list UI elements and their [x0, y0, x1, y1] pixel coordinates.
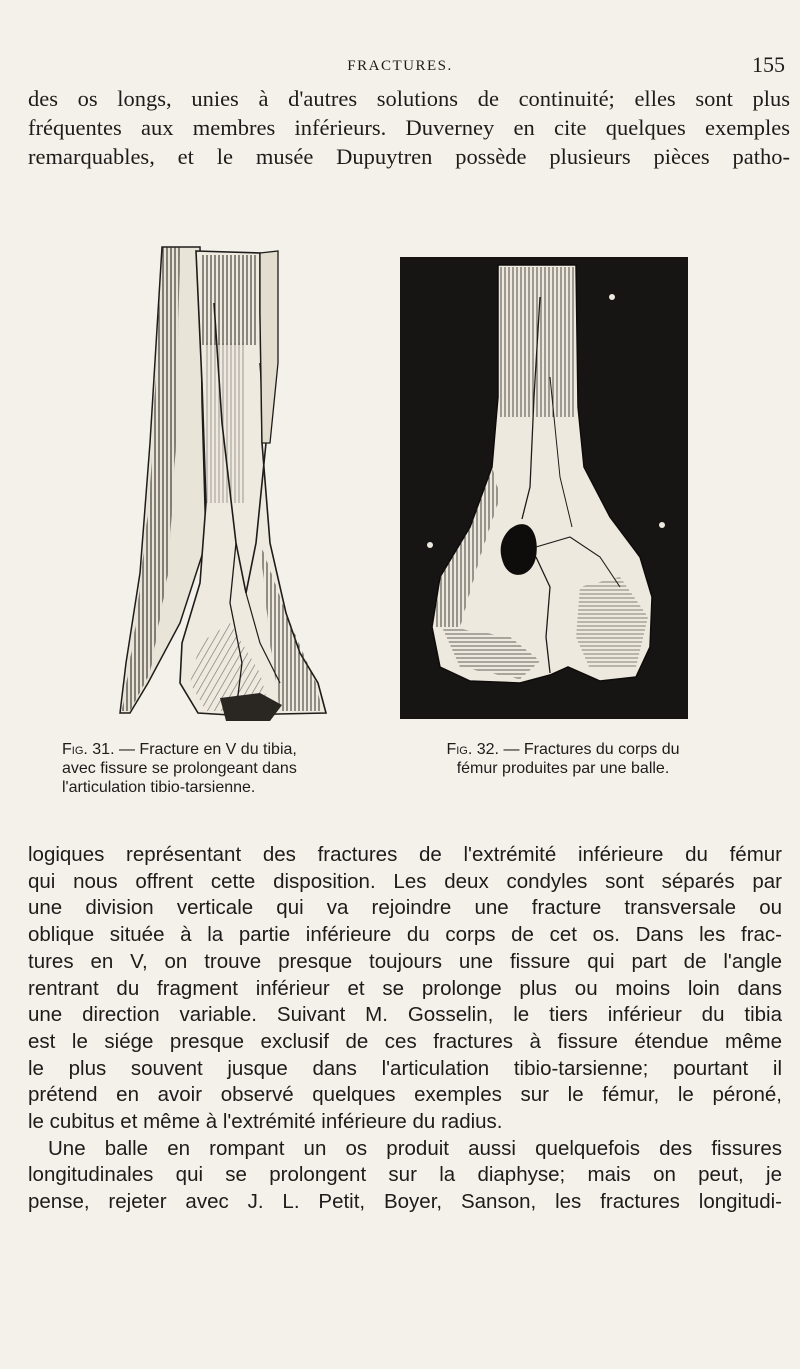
text-line: le cubitus et même à l'extrémité inférieure du radius. [28, 1110, 503, 1134]
caption-line: fémur produites par une balle. [456, 760, 670, 777]
text-line: tures en V, on trouve presque toujours une fissure qui part de l'angle [28, 949, 782, 973]
figure-31-tibia-engraving [110, 243, 372, 723]
text-line: des os longs, unies à d'autres solutions de continuité; elles sont plus [28, 86, 790, 111]
body-paragraph [28, 842, 782, 1216]
caption-line: — Fractures du corps du [499, 741, 680, 758]
caption-line: avec fissure se prolongeant dans [62, 760, 297, 777]
text-line: une division verticale qui va rejoindre une fracture transversale ou [28, 896, 782, 920]
text-line: logiques représentant des fractures de l'extrémité inférieure du fémur [28, 843, 782, 866]
text-line: oblique située à la partie inférieure du corps de cet os. Dans les frac- [28, 923, 782, 947]
figure-32-femur-engraving [400, 257, 688, 719]
text-line: Une balle en rompant un os produit aussi quelquefois des fissures [48, 1136, 782, 1160]
text-line: pense, rejeter avec J. L. Petit, Boyer, Sanson, les fractures longitudi- [28, 1190, 782, 1214]
text-line: rentrant du fragment inférieur et se prolonge plus ou moins loin dans [28, 976, 782, 1000]
running-title: FRACTURES. [347, 58, 453, 74]
caption-line: — Fracture en V du tibia, [114, 741, 297, 758]
figure-32-caption [403, 740, 723, 778]
text-line: le plus souvent jusque dans l'articulation tibio-tarsienne; pourtant il [28, 1056, 782, 1080]
top-paragraph [28, 84, 790, 171]
caption-line: l'articulation tibio-tarsienne. [62, 779, 256, 796]
page-header [0, 52, 800, 82]
text-line: longitudinales qui se prolongent sur la diaphyse; mais on peut, je [28, 1163, 782, 1187]
text-line: remarquables, et le musée Dupuytren possède plusieurs pièces patho- [28, 144, 790, 169]
text-line: une direction variable. Suivant M. Gosselin, le tiers inférieur du tibia [28, 1003, 782, 1027]
text-line: est le siége presque exclusif de ces fractures à fissure étendue même [28, 1029, 782, 1053]
figure-32-label: Fig. 32. [446, 741, 499, 758]
figure-31-caption [62, 740, 382, 797]
figure-31-label: Fig. 31. [62, 741, 115, 758]
text-line: prétend en avoir observé quelques exemples sur le fémur, le péroné, [28, 1083, 782, 1107]
text-line: fréquentes aux membres inférieurs. Duverney en cite quelques exemples [28, 115, 790, 140]
page-number: 155 [752, 52, 785, 77]
text-line: qui nous offrent cette disposition. Les deux condyles sont séparés par [28, 869, 782, 893]
